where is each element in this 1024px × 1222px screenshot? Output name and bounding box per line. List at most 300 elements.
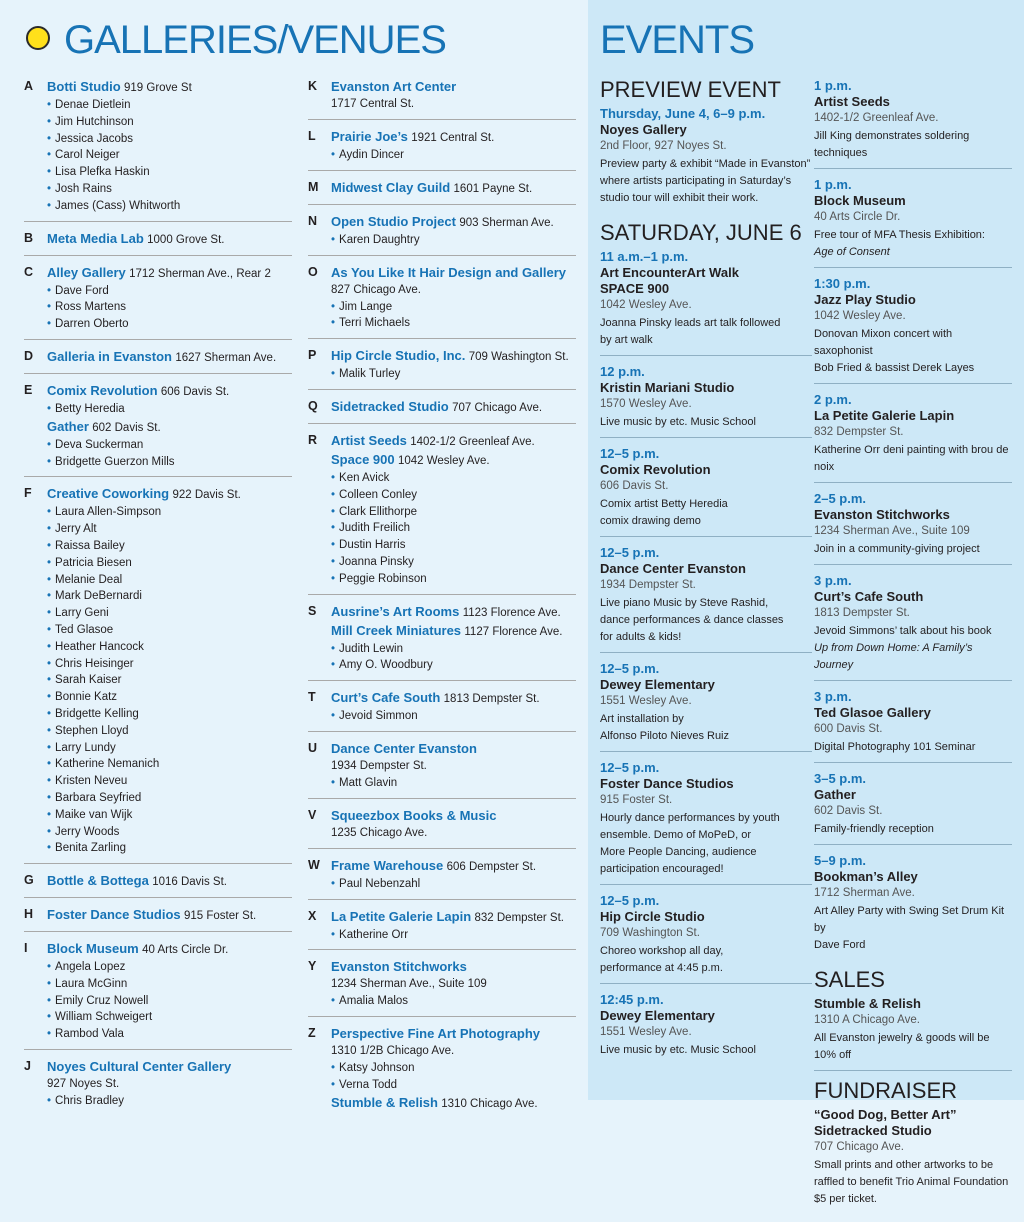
artist-list bbox=[47, 97, 292, 215]
description-line: Preview party & exhibit “Made in Evanston” bbox=[600, 158, 811, 170]
venue-name[interactable]: Bottle & Bottega bbox=[47, 873, 149, 889]
venue-address: 1717 Central St. bbox=[331, 98, 415, 110]
venue-name[interactable]: Botti Studio bbox=[47, 79, 121, 94]
venue-address: 1934 Dempster St. bbox=[331, 759, 427, 772]
description-line: Family-friendly reception bbox=[814, 823, 934, 835]
artist-name: • Kristen Neveu bbox=[47, 773, 292, 790]
event-venue[interactable]: Block Museum bbox=[814, 193, 906, 208]
gallery-entry bbox=[24, 230, 292, 256]
artist-list bbox=[331, 1060, 576, 1094]
event-venue[interactable]: Ted Glasoe Gallery bbox=[814, 705, 931, 720]
description-line: ensemble. Demo of MoPeD, or bbox=[600, 829, 752, 841]
artist-name: • Bonnie Katz bbox=[47, 689, 292, 706]
event-address: 602 Davis St. bbox=[814, 805, 883, 817]
artist-list bbox=[331, 775, 576, 792]
event-description bbox=[814, 1157, 1012, 1208]
artist-name: • Jessica Jacobs bbox=[47, 131, 292, 148]
venue-address: 1016 Davis St. bbox=[152, 876, 227, 889]
venue-name[interactable]: Noyes Cultural Center Gallery bbox=[47, 1059, 232, 1075]
artist-name: • Matt Glavin bbox=[331, 775, 576, 792]
event-address: 606 Davis St. bbox=[600, 480, 669, 492]
map-letter: B bbox=[24, 230, 34, 245]
venue-line bbox=[331, 740, 576, 758]
artist-name: • Bridgette Guerzon Mills bbox=[47, 454, 292, 471]
event-description bbox=[814, 623, 1012, 674]
artist-list bbox=[47, 283, 292, 333]
artist-name: • Judith Freilich bbox=[331, 520, 576, 537]
venue-name[interactable]: Comix Revolution bbox=[47, 382, 158, 398]
venue-name[interactable]: Gather bbox=[47, 418, 89, 434]
venue-name[interactable]: Midwest Clay Guild bbox=[331, 179, 451, 195]
event-time: 12:45 p.m. bbox=[600, 992, 664, 1007]
event-venue[interactable]: Comix Revolution bbox=[600, 462, 711, 477]
venue-line bbox=[331, 689, 576, 708]
description-line: Katherine Orr deni painting with brou de noix bbox=[814, 444, 1009, 473]
event-address: 1551 Wesley Ave. bbox=[600, 1026, 692, 1038]
event-venue[interactable]: Art EncounterArt Walk bbox=[600, 265, 739, 280]
venue-line bbox=[331, 857, 576, 876]
venue-line bbox=[47, 78, 292, 97]
event-time: 11 a.m.–1 p.m. bbox=[600, 249, 689, 264]
event-venue[interactable]: La Petite Galerie Lapin bbox=[814, 408, 955, 423]
gallery-entry bbox=[24, 382, 292, 477]
event-venue[interactable]: Dewey Elementary bbox=[600, 677, 715, 692]
venue-name[interactable]: Ausrine’s Art Rooms bbox=[331, 603, 460, 619]
artist-name: • Katherine Nemanich bbox=[47, 756, 292, 773]
gallery-entry bbox=[308, 857, 576, 900]
description-line: Joanna Pinsky leads art talk followed bbox=[600, 317, 781, 329]
artist-list bbox=[331, 927, 576, 944]
event-item bbox=[600, 992, 812, 1065]
venue-name[interactable]: Foster Dance Studios bbox=[47, 907, 181, 923]
artist-name: • Laura Allen-Simpson bbox=[47, 504, 292, 521]
artist-name: • Mark DeBernardi bbox=[47, 588, 292, 605]
event-time: 12–5 p.m. bbox=[600, 893, 660, 908]
venue-line bbox=[47, 906, 292, 925]
venue-line bbox=[331, 451, 576, 470]
artist-name: • Denae Dietlein bbox=[47, 97, 292, 114]
venue-address: 927 Noyes St. bbox=[47, 1078, 120, 1091]
artist-name: • Betty Heredia bbox=[47, 401, 292, 418]
map-letter: I bbox=[24, 941, 28, 956]
artist-name: • Jim Lange bbox=[331, 299, 576, 316]
artist-name: • Amy O. Woodbury bbox=[331, 657, 576, 674]
artist-list bbox=[331, 147, 576, 164]
event-venue[interactable]: Curt’s Cafe South bbox=[814, 589, 924, 604]
event-time: 1:30 p.m. bbox=[814, 276, 871, 291]
artist-list bbox=[331, 708, 576, 725]
venue-name[interactable]: Galleria in Evanston bbox=[47, 348, 172, 364]
venue-name[interactable]: As You Like It Hair Design and Gallery bbox=[331, 264, 567, 280]
gallery-entry bbox=[308, 432, 576, 595]
event-address: 1042 Wesley Ave. bbox=[600, 299, 692, 311]
artist-name: • Angela Lopez bbox=[47, 959, 292, 976]
event-venue[interactable]: Jazz Play Studio bbox=[814, 292, 916, 307]
venue-name[interactable]: Evanston Art Center bbox=[331, 79, 457, 94]
description-title: Up from Down Home: A Family’s Journey bbox=[814, 642, 973, 671]
artist-name: • Terri Michaels bbox=[331, 315, 576, 332]
artist-name: • Melanie Deal bbox=[47, 572, 292, 589]
venue-line bbox=[331, 128, 576, 147]
event-address: 1042 Wesley Ave. bbox=[814, 310, 906, 322]
description-line: comix drawing demo bbox=[600, 515, 701, 527]
event-item bbox=[814, 771, 1012, 845]
event-time: 2–5 p.m. bbox=[814, 491, 867, 506]
artist-name: • Joanna Pinsky bbox=[331, 554, 576, 571]
event-description bbox=[814, 821, 1012, 838]
artist-name: • Rambod Vala bbox=[47, 1026, 292, 1043]
artist-list bbox=[47, 1093, 292, 1110]
venue-line bbox=[47, 382, 292, 401]
map-letter: N bbox=[308, 213, 318, 228]
venue-line bbox=[47, 348, 292, 367]
venue-line bbox=[331, 432, 576, 451]
artist-list bbox=[331, 299, 576, 333]
map-letter: O bbox=[308, 264, 318, 279]
description-line: Alfonso Piloto Nieves Ruiz bbox=[600, 730, 730, 742]
event-time: 1 p.m. bbox=[814, 177, 852, 192]
venue-address: 1310 1/2B Chicago Ave. bbox=[331, 1045, 455, 1058]
event-item bbox=[814, 996, 1012, 1071]
venue-line bbox=[331, 1094, 576, 1113]
venue-address: 1310 Chicago Ave. bbox=[441, 1097, 538, 1110]
event-venue[interactable]: “Good Dog, Better Art” bbox=[814, 1107, 957, 1122]
artist-name: • William Schweigert bbox=[47, 1009, 292, 1026]
description-line: Join in a community-giving project bbox=[814, 543, 980, 555]
venue-line bbox=[331, 78, 576, 96]
artist-name: • Heather Hancock bbox=[47, 639, 292, 656]
artist-name: • Maike van Wijk bbox=[47, 807, 292, 824]
event-time: 12 p.m. bbox=[600, 364, 645, 379]
venue-address: 903 Sherman Ave. bbox=[459, 216, 554, 229]
artist-name: • Judith Lewin bbox=[331, 641, 576, 658]
gallery-entry bbox=[308, 958, 576, 1017]
description-title: Age of Consent bbox=[814, 246, 890, 258]
venue-name[interactable]: Squeezbox Books & Music bbox=[331, 807, 497, 823]
venue-line bbox=[47, 264, 292, 283]
event-description bbox=[600, 315, 812, 349]
venue-address: 606 Dempster St. bbox=[446, 860, 537, 873]
event-description bbox=[600, 595, 812, 646]
description-line: Live music by etc. Music School bbox=[600, 1044, 756, 1056]
venue-name[interactable]: Curt’s Cafe South bbox=[331, 690, 441, 706]
venue-name[interactable]: Perspective Fine Art Photography bbox=[331, 1026, 541, 1042]
event-time: 12–5 p.m. bbox=[600, 446, 660, 461]
venue-name[interactable]: Frame Warehouse bbox=[331, 857, 444, 873]
map-letter: P bbox=[308, 348, 317, 363]
artist-name: • Carol Neiger bbox=[47, 147, 292, 164]
artist-name: • Barbara Seyfried bbox=[47, 790, 292, 807]
venue-address: 606 Davis St. bbox=[160, 385, 230, 398]
event-venue[interactable]: Dewey Elementary bbox=[600, 1008, 715, 1023]
description-line: Digital Photography 101 Seminar bbox=[814, 741, 976, 753]
event-description bbox=[600, 1042, 812, 1059]
event-venue[interactable]: Evanston Stitchworks bbox=[814, 507, 950, 522]
venue-line bbox=[47, 485, 292, 504]
event-item bbox=[814, 573, 1012, 681]
artist-name: • Ted Glasoe bbox=[47, 622, 292, 639]
map-letter: W bbox=[308, 857, 320, 872]
venue-line bbox=[331, 958, 576, 976]
event-address: 1310 A Chicago Ave. bbox=[814, 1014, 920, 1026]
description-line: All Evanston jewelry & goods will be 10% off bbox=[814, 1032, 990, 1061]
artist-name: • Clark Ellithorpe bbox=[331, 504, 576, 521]
artist-name: • James (Cass) Whitworth bbox=[47, 198, 292, 215]
venue-name[interactable]: Open Studio Project bbox=[331, 213, 456, 229]
artist-name: • Chris Bradley bbox=[47, 1093, 292, 1110]
event-time: 3 p.m. bbox=[814, 573, 852, 588]
artist-name: • Larry Lundy bbox=[47, 740, 292, 757]
venue-line bbox=[331, 622, 576, 641]
artist-name: • Malik Turley bbox=[331, 366, 576, 383]
event-time: 12–5 p.m. bbox=[600, 661, 660, 676]
venue-address: 827 Chicago Ave. bbox=[331, 283, 421, 296]
event-item bbox=[600, 364, 812, 438]
event-time: 3–5 p.m. bbox=[814, 771, 867, 786]
artist-list bbox=[331, 993, 576, 1010]
event-address: 1934 Dempster St. bbox=[600, 579, 696, 591]
venue-address: 1235 Chicago Ave. bbox=[331, 826, 428, 839]
event-venue[interactable]: Gather bbox=[814, 787, 856, 802]
venue-address: 1402-1/2 Greenleaf Ave. bbox=[410, 435, 535, 448]
description-line: raffled to benefit Trio Animal Foundation bbox=[814, 1176, 1009, 1188]
description-line: Jevoid Simmons’ talk about his book bbox=[814, 625, 992, 637]
artist-name: • Paul Nebenzahl bbox=[331, 876, 576, 893]
map-letter: J bbox=[24, 1059, 31, 1074]
venue-name[interactable]: Artist Seeds bbox=[331, 432, 407, 448]
gallery-entry bbox=[24, 78, 292, 222]
description-line: Art installation by bbox=[600, 713, 684, 725]
event-address: 1813 Dempster St. bbox=[814, 607, 910, 619]
event-address: 600 Davis St. bbox=[814, 723, 883, 735]
venue-address: 1712 Sherman Ave., Rear 2 bbox=[129, 267, 271, 280]
venue-name[interactable]: Alley Gallery bbox=[47, 264, 126, 280]
event-venue[interactable]: Foster Dance Studios bbox=[600, 776, 734, 791]
event-item bbox=[814, 1107, 1012, 1214]
description-line: performance at 4:45 p.m. bbox=[600, 962, 723, 974]
venue-address: 1921 Central St. bbox=[411, 132, 495, 144]
event-venue[interactable]: Sidetracked Studio bbox=[814, 1123, 932, 1138]
artist-list bbox=[331, 641, 576, 675]
venue-address: 602 Davis St. bbox=[92, 421, 161, 434]
artist-list bbox=[47, 959, 292, 1043]
event-address: 1551 Wesley Ave. bbox=[600, 695, 692, 707]
gallery-entry bbox=[308, 128, 576, 171]
event-description bbox=[600, 810, 812, 878]
description-line: Donovan Mixon concert with saxophonist bbox=[814, 328, 953, 357]
artist-name: • Chris Heisinger bbox=[47, 656, 292, 673]
artist-list bbox=[331, 876, 576, 893]
event-venue[interactable]: Kristin Mariani Studio bbox=[600, 380, 735, 395]
venue-line bbox=[331, 213, 576, 232]
event-venue[interactable]: Bookman’s Alley bbox=[814, 869, 918, 884]
venue-name[interactable]: Evanston Stitchworks bbox=[331, 959, 467, 975]
event-description bbox=[814, 903, 1012, 954]
venue-address: 709 Washington St. bbox=[468, 351, 569, 364]
event-item bbox=[814, 853, 1012, 960]
event-venue[interactable]: Artist Seeds bbox=[814, 94, 890, 109]
venue-name[interactable]: Prairie Joe’s bbox=[331, 129, 408, 144]
artist-name: • Jim Hutchinson bbox=[47, 114, 292, 131]
artist-name: • Jevoid Simmon bbox=[331, 708, 576, 725]
venue-name[interactable]: Stumble & Relish bbox=[331, 1094, 438, 1110]
gallery-entry bbox=[24, 264, 292, 340]
map-letter: G bbox=[24, 873, 34, 888]
description-line: More People Dancing, audience bbox=[600, 846, 757, 858]
map-letter: C bbox=[24, 264, 34, 279]
map-letter: V bbox=[308, 807, 317, 822]
event-item bbox=[814, 392, 1012, 483]
gallery-entry bbox=[308, 603, 576, 682]
section-title: SALES bbox=[814, 967, 885, 992]
map-letter: Y bbox=[308, 959, 317, 974]
artist-name: • Lisa Plefka Haskin bbox=[47, 164, 292, 181]
artist-name: • Sarah Kaiser bbox=[47, 672, 292, 689]
venue-address: 1000 Grove St. bbox=[147, 233, 225, 246]
gallery-entry bbox=[308, 78, 576, 120]
event-item bbox=[600, 106, 812, 213]
event-description bbox=[600, 156, 812, 207]
artist-list bbox=[47, 437, 292, 471]
event-item bbox=[600, 893, 812, 984]
map-letter: U bbox=[308, 740, 318, 755]
event-description bbox=[814, 1030, 1012, 1064]
venue-line bbox=[331, 347, 576, 366]
venue-line bbox=[47, 1058, 292, 1076]
venue-line bbox=[47, 418, 292, 437]
gallery-entry bbox=[308, 213, 576, 256]
artist-name: • Laura McGinn bbox=[47, 976, 292, 993]
yellow-dot-icon bbox=[26, 26, 50, 50]
event-item bbox=[814, 276, 1012, 384]
venue-address: 1042 Wesley Ave. bbox=[397, 454, 490, 467]
section-title: PREVIEW EVENT bbox=[600, 77, 781, 102]
gallery-entry bbox=[24, 906, 292, 932]
venue-address: 922 Davis St. bbox=[172, 489, 241, 502]
description-line: by art walk bbox=[600, 334, 653, 346]
venue-name[interactable]: Dance Center Evanston bbox=[331, 740, 477, 756]
description-line: Live piano Music by Steve Rashid, bbox=[600, 597, 769, 609]
venue-address: 1123 Florence Ave. bbox=[462, 606, 561, 619]
venue-name[interactable]: Sidetracked Studio bbox=[331, 398, 449, 414]
gallery-entry bbox=[308, 347, 576, 390]
venue-name[interactable]: Space 900 bbox=[331, 451, 395, 467]
description-line: where artists participating in Saturday’s bbox=[600, 175, 792, 187]
artist-name: • Dustin Harris bbox=[331, 537, 576, 554]
venue-name[interactable]: Block Museum bbox=[47, 941, 139, 957]
event-venue[interactable]: Hip Circle Studio bbox=[600, 909, 705, 924]
event-address: 915 Foster St. bbox=[600, 794, 673, 806]
event-venue[interactable]: Noyes Gallery bbox=[600, 122, 687, 137]
gallery-entry bbox=[24, 1058, 292, 1116]
map-letter: M bbox=[308, 179, 319, 194]
description-line: Comix artist Betty Heredia bbox=[600, 498, 728, 510]
event-address: 1712 Sherman Ave. bbox=[814, 887, 915, 899]
event-item bbox=[600, 446, 812, 537]
event-description bbox=[814, 326, 1012, 377]
venue-address: 919 Grove St bbox=[124, 82, 192, 94]
gallery-entry bbox=[24, 940, 292, 1050]
event-address: 1234 Sherman Ave., Suite 109 bbox=[814, 525, 970, 537]
venue-line bbox=[331, 179, 576, 198]
event-description bbox=[600, 711, 812, 745]
galleries-column-2 bbox=[308, 78, 576, 1127]
venue-name[interactable]: La Petite Galerie Lapin bbox=[331, 908, 472, 924]
description-line: Choreo workshop all day, bbox=[600, 945, 724, 957]
event-description bbox=[600, 943, 812, 977]
gallery-entry bbox=[308, 807, 576, 849]
gallery-entry bbox=[308, 264, 576, 340]
map-letter: E bbox=[24, 382, 33, 397]
section-title: FUNDRAISER bbox=[814, 1078, 958, 1103]
venue-line bbox=[331, 807, 576, 825]
artist-name: • Amalia Malos bbox=[331, 993, 576, 1010]
event-item bbox=[600, 760, 812, 885]
event-venue[interactable]: Dance Center Evanston bbox=[600, 561, 746, 576]
venue-line bbox=[47, 872, 292, 891]
map-letter: Q bbox=[308, 398, 318, 413]
venue-address: 1127 Florence Ave. bbox=[464, 625, 563, 638]
event-time: 2 p.m. bbox=[814, 392, 852, 407]
artist-name: • Ross Martens bbox=[47, 299, 292, 316]
gallery-entry bbox=[308, 398, 576, 424]
venue-address: 1813 Dempster St. bbox=[443, 693, 540, 706]
artist-name: • Patricia Biesen bbox=[47, 555, 292, 572]
map-letter: S bbox=[308, 603, 317, 618]
description-line: dance performances & dance classes bbox=[600, 614, 784, 626]
event-address: 707 Chicago Ave. bbox=[814, 1141, 904, 1153]
venue-address: 832 Dempster St. bbox=[474, 911, 564, 924]
event-item bbox=[814, 78, 1012, 169]
map-letter: F bbox=[24, 486, 32, 501]
artist-list bbox=[47, 401, 292, 418]
event-address: 40 Arts Circle Dr. bbox=[814, 211, 901, 223]
venue-name[interactable]: Hip Circle Studio, Inc. bbox=[331, 348, 466, 364]
event-item bbox=[600, 661, 812, 752]
event-venue[interactable]: Stumble & Relish bbox=[814, 996, 921, 1011]
venue-name[interactable]: Creative Coworking bbox=[47, 486, 170, 502]
artist-list bbox=[331, 470, 576, 588]
galleries-title: GALLERIES/VENUES bbox=[64, 18, 446, 62]
gallery-entry bbox=[308, 1025, 576, 1119]
map-letter: A bbox=[24, 79, 34, 93]
venue-name[interactable]: Mill Creek Miniatures bbox=[331, 622, 462, 638]
event-time: 12–5 p.m. bbox=[600, 760, 660, 775]
description-line: $5 per ticket. bbox=[814, 1193, 877, 1205]
gallery-entry bbox=[24, 872, 292, 898]
venue-name[interactable]: Meta Media Lab bbox=[47, 230, 144, 246]
event-venue[interactable]: SPACE 900 bbox=[600, 281, 670, 296]
artist-name: • Emily Cruz Nowell bbox=[47, 993, 292, 1010]
artist-name: • Aydin Dincer bbox=[331, 147, 576, 164]
map-letter: Z bbox=[308, 1026, 316, 1041]
artist-name: • Bridgette Kelling bbox=[47, 706, 292, 723]
map-letter: H bbox=[24, 907, 34, 922]
event-description bbox=[814, 541, 1012, 558]
gallery-entry bbox=[308, 740, 576, 799]
description-line: Art Alley Party with Swing Set Drum Kit by bbox=[814, 905, 1005, 934]
section-title: SATURDAY, JUNE 6 bbox=[600, 220, 802, 245]
event-item bbox=[814, 491, 1012, 565]
events-title: EVENTS bbox=[600, 18, 755, 62]
artist-name: • Stephen Lloyd bbox=[47, 723, 292, 740]
venue-address: 40 Arts Circle Dr. bbox=[142, 944, 229, 957]
description-line: for adults & kids! bbox=[600, 631, 682, 643]
venue-line bbox=[47, 940, 292, 959]
event-item bbox=[600, 545, 812, 653]
description-line: participation encouraged! bbox=[600, 863, 724, 875]
venue-address: 707 Chicago Ave. bbox=[452, 401, 543, 414]
